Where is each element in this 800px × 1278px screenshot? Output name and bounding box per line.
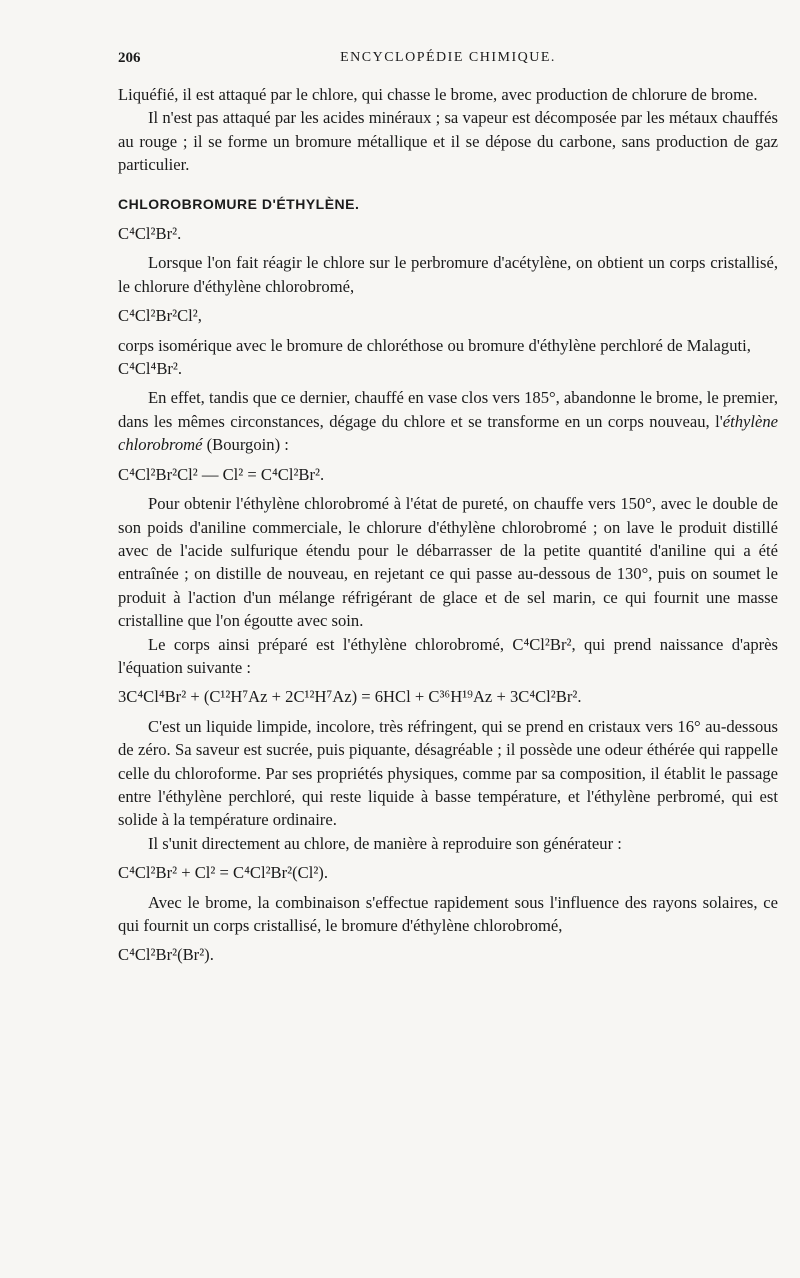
paragraph-5-text-b: (Bourgoin) : [202, 435, 289, 455]
paragraph-5-text-a: En effet, tandis que ce dernier, chauffé en vase clos vers 185°, abandonne le brome, le premier, dans les mêmes circonstances, dégage du chlore et se transforme en un corps nouveau, l' [118, 388, 778, 431]
formula-6: C⁴Cl²Br² + Cl² = C⁴Cl²Br²(Cl²). [118, 863, 328, 883]
paragraph-8: C'est un liquide limpide, incolore, très réfringent, qui se prend en cristaux vers 16° au-dessous de zéro. Sa saveur est sucrée, puis piquante, désagréable ; il possède une odeur éthérée qui rappelle celle du chloroforme. Par ses propriétés physiques, comme par sa composition, il établit le passage entre l'éthylène perchloré, qui reste liquide à basse température, et l'éthylène perbromé, qui est solide à la température ordinaire. [118, 716, 778, 830]
paragraph-10: Avec le brome, la combinaison s'effectue rapidement sous l'influence des rayons solaires, ce qui fournit un corps cristallisé, le bromure d'éthylène chlorobromé, [118, 892, 778, 935]
formula-1: C⁴Cl²Br². [118, 224, 182, 244]
running-title: ENCYCLOPÉDIE CHIMIQUE. [340, 50, 556, 65]
formula-2: C⁴Cl²Br²Cl², [118, 306, 202, 326]
paragraph-2: Il n'est pas attaqué par les acides minéraux ; sa vapeur est décomposée par les métaux chauffés au rouge ; il se forme un bromure métallique et il se dépose du carbone, sans production de gaz particulier. [118, 108, 778, 175]
paragraph-1: Liquéfié, il est attaqué par le chlore, qui chasse le brome, avec production de chlorure de brome. [118, 85, 758, 104]
section-heading: CHLOROBROMURE D'ÉTHYLÈNE. [118, 195, 360, 212]
paragraph-7: Le corps ainsi préparé est l'éthylène chlorobromé, C⁴Cl²Br², qui prend naissance d'après l'équation suivante : [118, 634, 778, 677]
paragraph-9: Il s'unit directement au chlore, de manière à reproduire son générateur : [148, 833, 622, 853]
paragraph-6: Pour obtenir l'éthylène chlorobromé à l'état de pureté, on chauffe vers 150°, avec le double de son poids d'aniline commerciale, le chlorure d'éthylène chlorobromé ; on lave le produit distillé avec de l'acide sulfurique étendu pour le débarrasser de la petite quantité d'aniline qui a été entraînée ; on distille de nouveau, en rejetant ce qui passe au-dessous de 130°, puis on soumet le produit à l'action d'un mélange réfrigérant de glace et de sel marin, ce qui fournit une masse cristalline que l'on égoutte avec soin. [118, 494, 778, 631]
paragraph-5 [118, 386, 778, 456]
page-number: 206 [118, 50, 141, 66]
formula-7: C⁴Cl²Br²(Br²). [118, 945, 214, 965]
paragraph-5-italic: éthylène chlorobromé [118, 411, 778, 455]
formula-5: 3C⁴Cl⁴Br² + (C¹²H⁷Az + 2C¹²H⁷Az) = 6HCl + C³⁶H¹⁹Az + 3C⁴Cl²Br². [118, 687, 582, 707]
paragraph-3: Lorsque l'on fait réagir le chlore sur le perbromure d'acétylène, on obtient un corps cristallisé, le chlorure d'éthylène chlorobromé, [118, 253, 778, 296]
page-header [118, 50, 778, 70]
formula-4: C⁴Cl²Br²Cl² — Cl² = C⁴Cl²Br². [118, 464, 325, 484]
paragraph-4: corps isomérique avec le bromure de chloréthose ou bromure d'éthylène perchloré de Malaguti, [118, 335, 751, 355]
formula-3: C⁴Cl⁴Br². [118, 359, 183, 379]
page-body [118, 83, 778, 967]
